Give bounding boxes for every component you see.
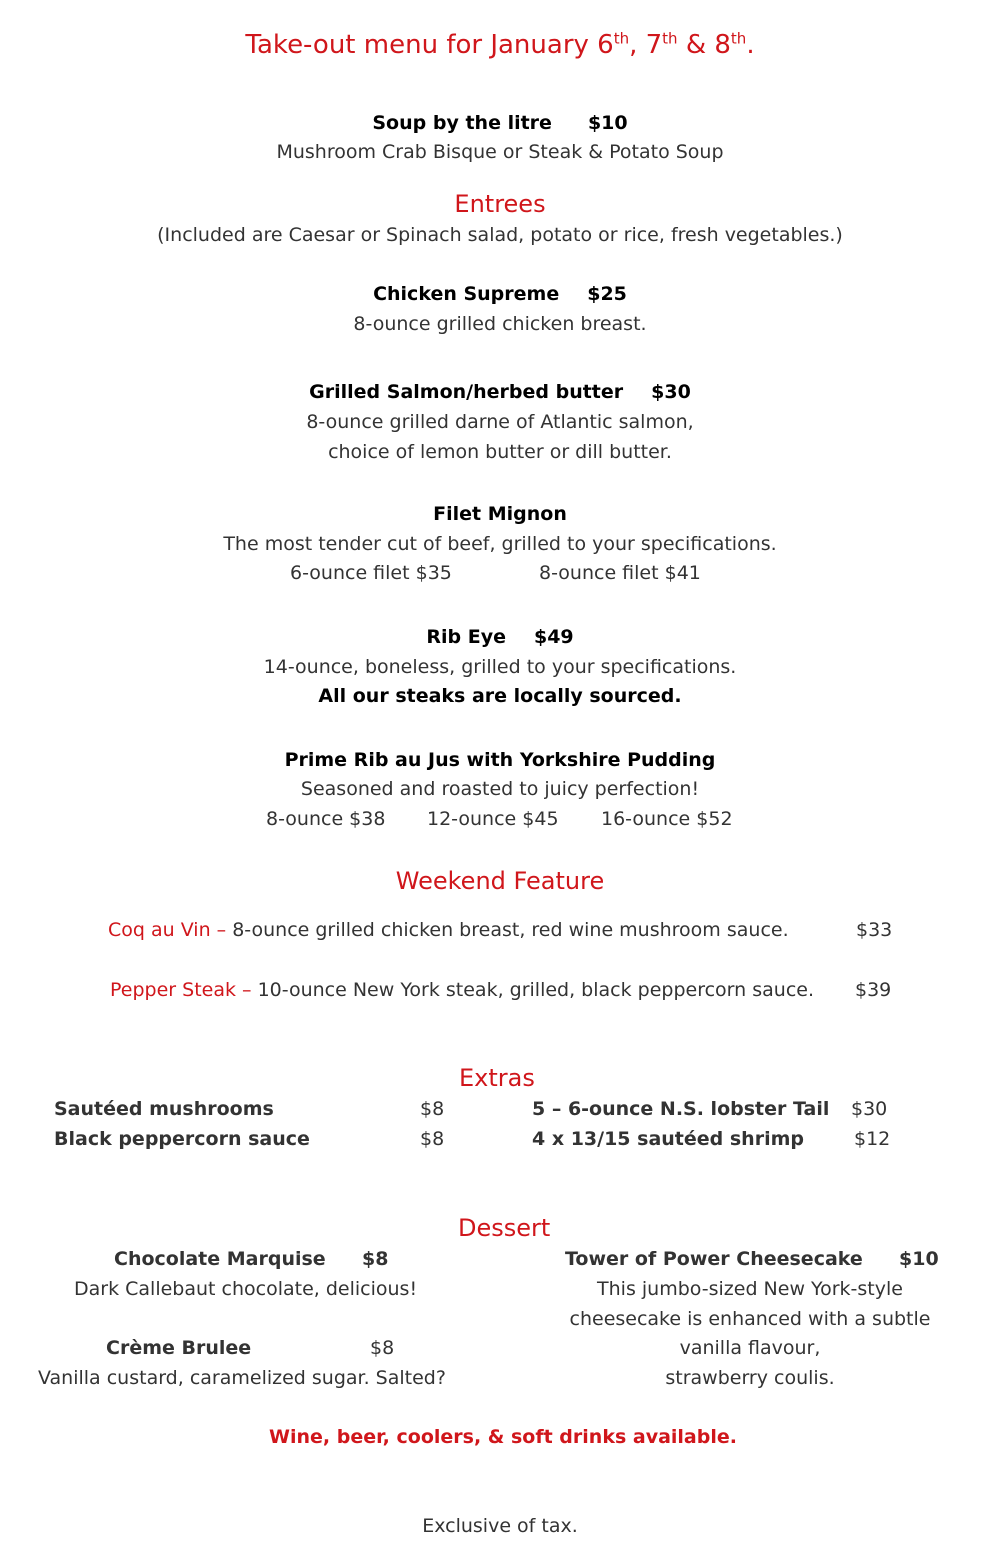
entree-option: 16-ounce $52 [601,808,733,830]
soup-heading [0,112,982,134]
weekend-price: $39 [855,979,892,1001]
dessert-name: Tower of Power Cheesecake [565,1248,863,1270]
dessert-name: Crème Brulee [106,1337,252,1359]
dessert-desc: strawberry coulis. [665,1367,835,1389]
entree-desc: choice of lemon butter or dill butter. [328,441,672,463]
menu-title: Take-out menu for January 6th, 7th & 8th. [245,29,755,60]
entree-option: 6-ounce filet $35 [290,562,452,584]
extra-name: 5 – 6-ounce N.S. lobster Tail [532,1098,830,1120]
entree-note: All our steaks are locally sourced. [318,685,682,707]
entree-option: 8-ounce filet $41 [539,562,701,584]
extra-price: $30 [851,1098,888,1120]
entree-desc: The most tender cut of beef, grilled to your specifications. [223,533,777,555]
extra-name: 4 x 13/15 sautéed shrimp [532,1128,804,1150]
extra-name: Black peppercorn sauce [54,1128,310,1150]
extra-price: $12 [854,1128,891,1150]
dessert-desc: This jumbo-sized New York-style [597,1278,903,1300]
drinks-note: Wine, beer, coolers, & soft drinks available. [269,1426,737,1448]
extra-name: Sautéed mushrooms [54,1098,274,1120]
weekend-item: Coq au Vin – 8-ounce grilled chicken breast, red wine mushroom sauce. [108,919,789,941]
dessert-price: $8 [370,1337,395,1359]
tax-note: Exclusive of tax. [422,1515,578,1537]
soup-desc: Mushroom Crab Bisque or Steak & Potato Soup [276,141,724,163]
entrees-heading: Entrees [454,190,546,218]
entree-desc: Seasoned and roasted to juicy perfection! [300,778,700,800]
soup-price: $10 [587,112,628,134]
dessert-desc: vanilla flavour, [679,1337,821,1359]
dessert-name: Chocolate Marquise [114,1248,326,1270]
entree-desc: 8-ounce grilled darne of Atlantic salmon, [306,411,694,433]
entree-option: 12-ounce $45 [427,808,559,830]
soup-name: Soup by the litre [372,112,552,134]
extra-price: $8 [420,1128,445,1150]
dessert-desc: cheesecake is enhanced with a subtle [569,1308,931,1330]
dessert-heading: Dessert [458,1214,551,1242]
dessert-desc: Dark Callebaut chocolate, delicious! [74,1278,418,1300]
dessert-price: $8 [362,1248,389,1270]
entree-desc: 14-ounce, boneless, grilled to your specifications. [263,656,737,678]
weekend-heading: Weekend Feature [395,867,605,895]
dessert-desc: Vanilla custard, caramelized sugar. Salted? [38,1367,446,1389]
entree-option: 8-ounce $38 [266,808,386,830]
entree-name: Prime Rib au Jus with Yorkshire Pudding [284,749,716,771]
entree-name: Filet Mignon [433,503,567,525]
extras-heading: Extras [459,1064,535,1092]
dessert-price: $10 [899,1248,939,1270]
weekend-item: Pepper Steak – 10-ounce New York steak, grilled, black peppercorn sauce. [110,979,814,1001]
entree-name: Chicken Supreme $25 [373,283,627,305]
entree-desc: 8-ounce grilled chicken breast. [353,313,647,335]
entree-name: Rib Eye $49 [426,626,574,648]
entree-name: Grilled Salmon/herbed butter $30 [309,381,691,403]
extra-price: $8 [420,1098,445,1120]
entrees-note: (Included are Caesar or Spinach salad, potato or rice, fresh vegetables.) [157,224,843,246]
weekend-price: $33 [856,919,893,941]
